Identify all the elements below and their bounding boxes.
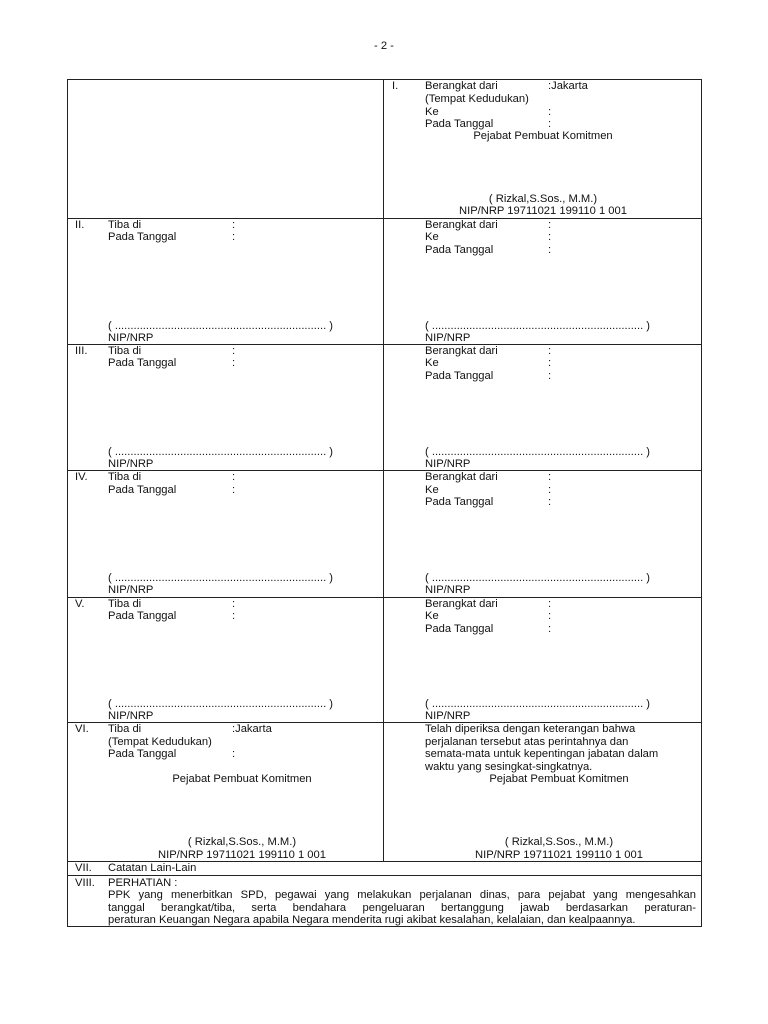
date-colon: : [232, 357, 236, 369]
official-name: ( Rizkal,S.Sos., M.M.) [488, 193, 598, 205]
official-name: ( Rizkal,S.Sos., M.M.) [504, 836, 614, 848]
date-colon: : [548, 244, 552, 256]
row-divider [67, 875, 702, 876]
destination-label: Ke [425, 357, 439, 369]
destination-label: Ke [425, 231, 439, 243]
signature-blank: ( .................................................................... ) [425, 572, 651, 584]
official-title: Pejabat Pembuat Komitmen [473, 130, 613, 142]
nip-label: NIP/NRP [425, 332, 471, 344]
signature-blank: ( .................................................................... ) [425, 446, 651, 458]
verification-text: waktu yang sesingkat-singkatnya. [425, 761, 593, 773]
arrival-colon: : [232, 219, 236, 231]
official-name: ( Rizkal,S.Sos., M.M.) [187, 836, 297, 848]
date-label: Pada Tanggal [108, 357, 177, 369]
date-label: Pada Tanggal [425, 370, 494, 382]
departure-colon: : [548, 219, 552, 231]
departure-label: Berangkat dari [425, 345, 498, 357]
section-number: IV. [75, 471, 88, 483]
signature-blank: ( .................................................................... ) [425, 698, 651, 710]
official-nip: NIP/NRP 19711021 199110 1 001 [459, 205, 627, 217]
destination-colon: : [548, 106, 552, 118]
departure-label: Berangkat dari [425, 598, 498, 610]
departure-label: Berangkat dari [425, 219, 498, 231]
official-nip: NIP/NRP 19711021 199110 1 001 [475, 849, 643, 861]
destination-colon: : [548, 610, 552, 622]
attention-text: tanggal berangkat/tiba, serta bendahara pengeluaran bertanggung jawab berdasarkan peraturan- [108, 902, 696, 914]
date-colon: : [548, 623, 552, 635]
nip-label: NIP/NRP [108, 710, 154, 722]
nip-label: NIP/NRP [425, 458, 471, 470]
date-label: Pada Tanggal [108, 610, 177, 622]
departure-value: :Jakarta [548, 80, 588, 92]
arrival-label: Tiba di [108, 723, 142, 735]
nip-label: NIP/NRP [425, 584, 471, 596]
departure-colon: : [548, 598, 552, 610]
official-title: Pejabat Pembuat Komitmen [489, 773, 629, 785]
home-base-label: (Tempat Kedudukan) [425, 93, 529, 105]
destination-colon: : [548, 357, 552, 369]
signature-blank: ( .................................................................... ) [108, 446, 334, 458]
official-title: Pejabat Pembuat Komitmen [172, 773, 312, 785]
nip-label: NIP/NRP [108, 458, 154, 470]
verification-text: Telah diperiksa dengan keterangan bahwa [425, 723, 636, 735]
section-number: II. [75, 219, 85, 231]
date-label: Pada Tanggal [425, 623, 494, 635]
verification-text: semata-mata untuk kepentingan jabatan dalam [425, 748, 659, 760]
section-number: III. [75, 345, 88, 357]
destination-colon: : [548, 231, 552, 243]
date-colon: : [232, 484, 236, 496]
date-colon: : [548, 370, 552, 382]
date-colon: : [548, 496, 552, 508]
home-base-label: (Tempat Kedudukan) [108, 736, 212, 748]
signature-blank: ( .................................................................... ) [108, 320, 334, 332]
nip-label: NIP/NRP [108, 584, 154, 596]
destination-label: Ke [425, 106, 439, 118]
page-number: - 2 - [374, 40, 394, 52]
verification-text: perjalanan tersebut atas perintahnya dan [425, 736, 629, 748]
arrival-value: :Jakarta [232, 723, 272, 735]
departure-colon: : [548, 471, 552, 483]
date-colon: : [232, 610, 236, 622]
destination-label: Ke [425, 484, 439, 496]
departure-label: Berangkat dari [425, 471, 498, 483]
date-label: Pada Tanggal [425, 118, 494, 130]
row-divider [67, 344, 702, 345]
attention-text: PPK yang menerbitkan SPD, pegawai yang melakukan perjalanan dinas, para pejabat yang mengesahkan [108, 889, 696, 901]
official-nip: NIP/NRP 19711021 199110 1 001 [158, 849, 326, 861]
date-colon: : [232, 748, 236, 760]
arrival-label: Tiba di [108, 471, 142, 483]
departure-colon: : [548, 345, 552, 357]
date-label: Pada Tanggal [108, 484, 177, 496]
row-divider [67, 597, 702, 598]
attention-text: peraturan Keuangan Negara apabila Negara menderita rugi akibat kesalahan, kelalaian, dan kealpaannya. [108, 914, 636, 926]
section-number: VII. [75, 862, 92, 874]
arrival-label: Tiba di [108, 345, 142, 357]
date-label: Pada Tanggal [108, 748, 177, 760]
date-colon: : [232, 231, 236, 243]
date-label: Pada Tanggal [425, 496, 494, 508]
row-divider [67, 218, 702, 219]
destination-colon: : [548, 484, 552, 496]
section-number: V. [75, 598, 85, 610]
section-number: I. [392, 80, 399, 92]
signature-blank: ( .................................................................... ) [108, 572, 334, 584]
signature-blank: ( .................................................................... ) [108, 698, 334, 710]
nip-label: NIP/NRP [425, 710, 471, 722]
arrival-colon: : [232, 345, 236, 357]
arrival-colon: : [232, 598, 236, 610]
date-colon: : [548, 118, 552, 130]
signature-blank: ( .................................................................... ) [425, 320, 651, 332]
arrival-label: Tiba di [108, 598, 142, 610]
section-number: VI. [75, 723, 89, 735]
date-label: Pada Tanggal [425, 244, 494, 256]
section-number: VIII. [75, 877, 95, 889]
departure-label: Berangkat dari [425, 80, 498, 92]
arrival-label: Tiba di [108, 219, 142, 231]
date-label: Pada Tanggal [108, 231, 177, 243]
attention-title: PERHATIAN : [108, 877, 178, 889]
row-divider [67, 470, 702, 471]
arrival-colon: : [232, 471, 236, 483]
nip-label: NIP/NRP [108, 332, 154, 344]
notes-label: Catatan Lain-Lain [108, 862, 197, 874]
destination-label: Ke [425, 610, 439, 622]
